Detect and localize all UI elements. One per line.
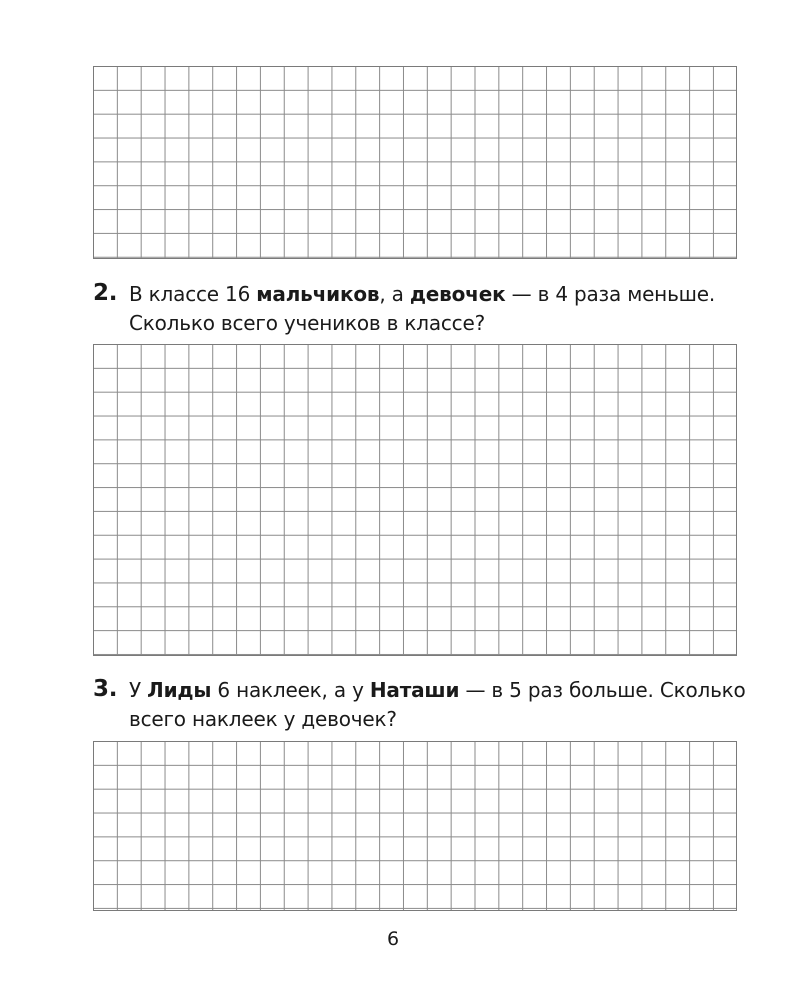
text-run: 6 наклеек, а у bbox=[211, 678, 370, 702]
task-2 bbox=[93, 280, 753, 338]
task-3 bbox=[93, 676, 753, 734]
task-line: всего наклеек у девочек? bbox=[129, 707, 397, 731]
task-line bbox=[129, 280, 753, 309]
task-line bbox=[129, 676, 753, 705]
text-run: , а bbox=[379, 282, 410, 306]
bold-term: девочек bbox=[409, 282, 506, 306]
text-run: В классе 16 bbox=[129, 282, 257, 306]
answer-grid-task-1[interactable] bbox=[93, 66, 737, 259]
task-text bbox=[129, 280, 753, 338]
text-run: — в 4 раза меньше. bbox=[505, 282, 716, 306]
bold-term: мальчиков bbox=[256, 282, 380, 306]
text-run: — в 5 раз больше. Сколько bbox=[459, 678, 746, 702]
bold-term: Лиды bbox=[147, 678, 212, 702]
page-number: 6 bbox=[386, 928, 400, 950]
answer-grid-task-3[interactable] bbox=[93, 741, 737, 911]
task-line: Сколько всего учеников в классе? bbox=[129, 311, 485, 335]
task-number: 2. bbox=[93, 280, 118, 306]
text-run: У bbox=[129, 678, 148, 702]
answer-grid-task-2[interactable] bbox=[93, 344, 737, 656]
bold-term: Наташи bbox=[369, 678, 460, 702]
task-number: 3. bbox=[93, 676, 118, 702]
task-text bbox=[129, 676, 753, 734]
